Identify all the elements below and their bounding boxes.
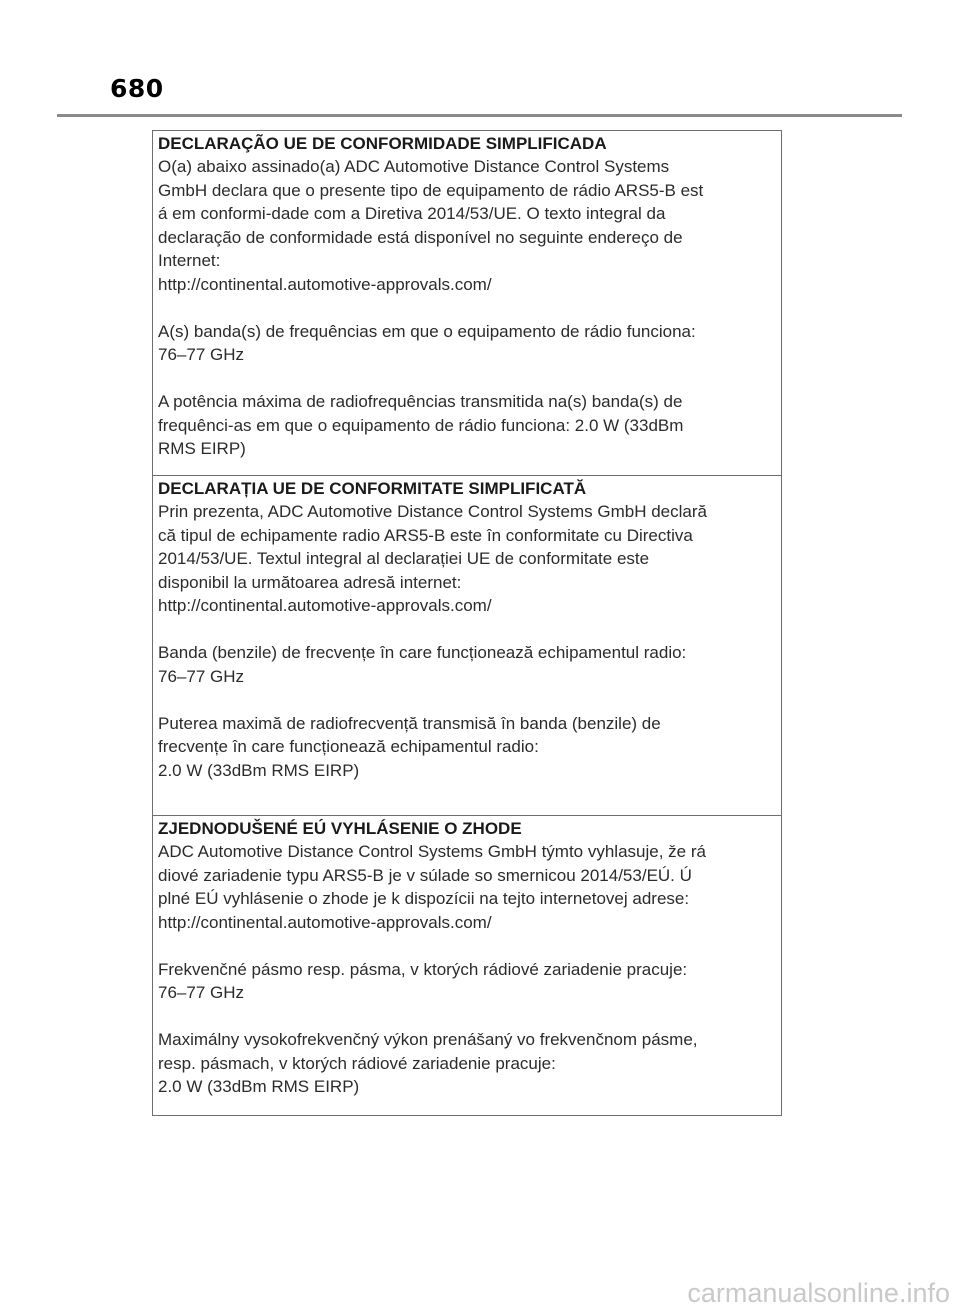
section-paragraph: A potência máxima de radiofrequências transmitida na(s) banda(s) de frequênci-as em que o equipamento de rádio funciona: 2.0 W (33dBm RMS EIRP) xyxy=(158,392,684,458)
declaration-portuguese xyxy=(153,131,781,475)
header-divider xyxy=(57,114,902,117)
conformity-declarations-table xyxy=(152,130,782,1116)
declaration-slovak xyxy=(153,815,781,1115)
section-paragraph: ADC Automotive Distance Control Systems GmbH týmto vyhlasuje, že rá diové zariadenie typu ARS5-B je v súlade so smernicou 2014/53/EÚ. Ú plné EÚ vyhlásenie o zhode je k dispozícii na tejto internetovej adrese: http://continental.automotive-approvals.com/ xyxy=(158,842,706,932)
section-paragraph: O(a) abaixo assinado(a) ADC Automotive Distance Control Systems GmbH declara que o presente tipo de equipamento de rádio ARS5-B est á em conformi-dade com a Diretiva 2014/53/UE. O texto integral da declaração de conformidade está disponível no seguinte endereço de Internet: http://continental.automotive-approvals.com/ xyxy=(158,157,704,294)
watermark: carmanualsonline.info xyxy=(687,1278,950,1308)
section-paragraph: Maximálny vysokofrekvenčný výkon prenášaný vo frekvenčnom pásme, resp. pásmach, v ktorých rádiové zariadenie pracuje: 2.0 W (33dBm RMS EIRP) xyxy=(158,1030,698,1096)
section-title: ZJEDNODUŠENÉ EÚ VYHLÁSENIE O ZHODE xyxy=(158,819,522,838)
section-paragraph: Puterea maximă de radiofrecvență transmisă în banda (benzile) de frecvențe în care funcționează echipamentul radio: 2.0 W (33dBm RMS EIRP) xyxy=(158,713,661,780)
section-paragraph: Frekvenčné pásmo resp. pásma, v ktorých rádiové zariadenie pracuje: 76–77 GHz xyxy=(158,959,688,1002)
declaration-romanian xyxy=(153,475,781,815)
section-paragraph: Prin prezenta, ADC Automotive Distance Control Systems GmbH declară că tipul de echipamente radio ARS5-B este în conformitate cu Directiva 2014/53/UE. Textul integral al declarației UE de conformitate este disponibil la următoarea adresă internet: http://continental.automotive-approvals.com/ xyxy=(158,502,707,615)
section-title: DECLARAȚIA UE DE CONFORMITATE SIMPLIFICATĂ xyxy=(158,479,587,498)
section-paragraph: A(s) banda(s) de frequências em que o equipamento de rádio funciona: 76–77 GHz xyxy=(158,321,696,364)
page-number: 680 xyxy=(110,74,164,103)
section-paragraph: Banda (benzile) de frecvențe în care funcționează echipamentul radio: 76–77 GHz xyxy=(158,643,687,686)
section-title: DECLARAÇÃO UE DE CONFORMIDADE SIMPLIFICADA xyxy=(158,134,607,153)
